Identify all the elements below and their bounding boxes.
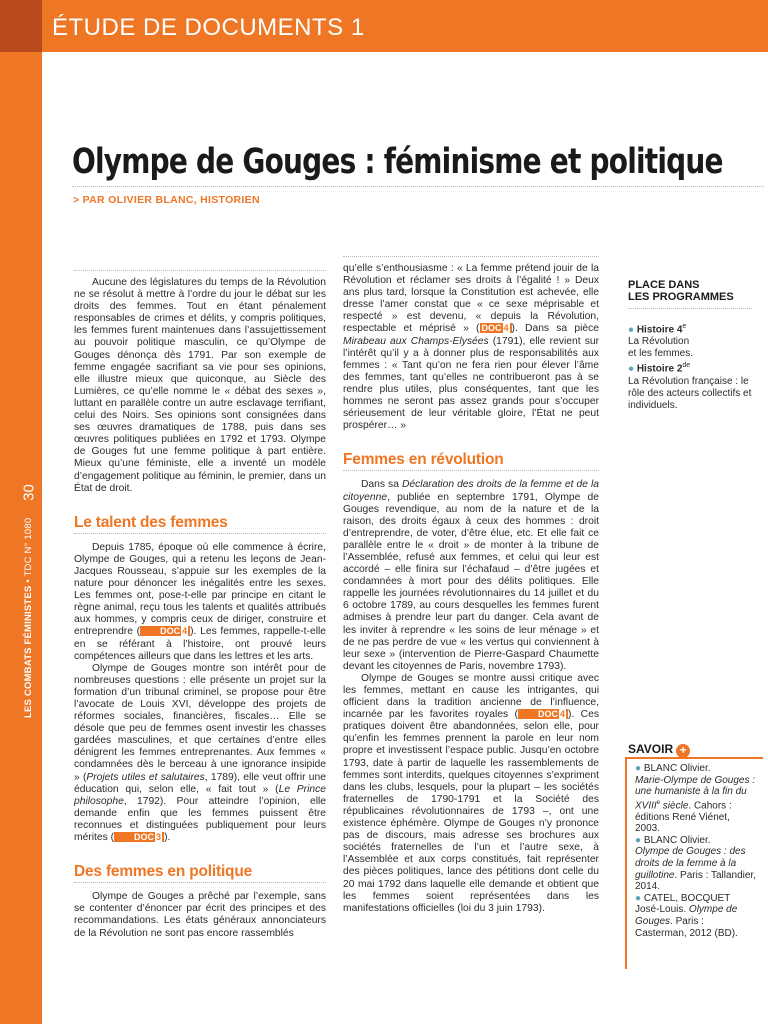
heading-talent-divider (74, 533, 326, 534)
programme-item-histoire-4: ● Histoire 4e La Révolution et les femmes. (628, 323, 694, 360)
savoir-reference-2: ● BLANC Olivier. Olympe de Gouges : des droits de la femme à la guillotine. Paris : Tallandier, 2014. (635, 834, 757, 893)
programme-heading: PLACE DANS LES PROGRAMMES (628, 279, 734, 303)
bullet-icon: ● (635, 892, 642, 904)
revolution-paragraph-2: Olympe de Gouges se montre aussi critique avec les femmes, mettant en cause les intrigantes, qui officient dans la tradition ancienne de l’influence, incarnée par les favorites royales ( DOC 4 ). Ces pratiques doivent être abandonnées, selon elle, pour qu’enfin les femmes prennent la parole en leur nom propre et investissent l’espace public. Jusqu’en octobre 1793, date à partir de laquelle les rassemblements de femmes sont interdits, quelques citoyennes s’expriment dans les clubs, lesquels, pour la plupart – les sociétés fraternelles de 1790-1791 et la Société des républicaines révolutionnaires de 1793 –, ont une existence éphémère. Olympe de Gouges n’y prononce pas de discours, mais adresse ses brochures aux sociétés fraternelles de l’un et l’autre sexe, à l’Assemblée et aux corps constitués, fait représenter des pièces politiques, lance des pétitions dont celle du 20 mai 1792 dans laquelle elle demande et obtient que les femmes soient représentées dans les manifestations officielles (loi du 3 juin 1793). (343, 672, 599, 914)
programme-item-histoire-2: ● Histoire 2de La Révolution française : le rôle des acteurs collectifs et individuels. (628, 362, 752, 411)
doc-reference-badge[interactable]: DOC 4 (480, 323, 512, 333)
page-number: 30 (20, 484, 38, 501)
doc-reference-badge[interactable]: DOC 4 (140, 626, 190, 636)
doc-reference-badge[interactable]: DOC 4 (518, 709, 568, 719)
side-label-theme: LES COMBATS FÉMINISTES (23, 585, 34, 718)
article-title: Olympe de Gouges : féminisme et politique (72, 142, 723, 182)
savoir-box (625, 757, 763, 969)
section-title: ÉTUDE DE DOCUMENTS 1 (52, 14, 365, 41)
savoir-reference-3: ● CATEL, BOCQUET José-Louis. Olympe de Gouges. Paris : Casterman, 2012 (BD). (635, 892, 738, 939)
programme-box (628, 279, 752, 412)
bullet-icon: ● (628, 363, 635, 375)
side-label-separator: • (23, 579, 34, 583)
title-divider (72, 186, 764, 187)
savoir-heading: SAVOIR + (628, 742, 690, 758)
side-running-label (23, 398, 34, 718)
talent-paragraph-1: Depuis 1785, époque où elle commence à écrire, Olympe de Gouges, qui a retenu les leçons de Jean-Jacques Rousseau, s’appuie sur les exemples de la nature pour dénoncer les inégalités entre les sexes. Les femmes ont, pose-t-elle par principe en citant le règne animal, reçu tous les talents et qualités attribués aux hommes, y compris ceux de diriger, construire et entreprendre ( DOC 4 ). Les femmes, rappelle-t-elle en se référant à l’histoire, ont prouvé leurs compétences ailleurs que dans les lettres et les arts. (74, 541, 326, 662)
side-bar (0, 0, 42, 1024)
side-bar-corner (0, 0, 42, 52)
middle-paragraph-1: qu’elle s’enthousiasme : « La femme prétend jouir de la Révolution et réclamer ses droits à l’égalité ! » Deux ans plus tard, lorsque la Constitution est achevée, elle dresse l’amer constat que « ce sexe méprisable et respecté » est devenu, « depuis la Révolution, respectable et méprisé » ( DOC 4 ). Dans sa pièce Mirabeau aux Champs-Elysées (1791), elle revient sur l’intérêt qu’il y a à donner plus de responsabilités aux femmes : « Tant qu’on ne fera rien pour élever l’âme des femmes, tant qu’elles ne contribueront pas à se rendre plus utiles, plus conséquentes, tant que les hommes ne seront pas assez grands pour s’occuper sérieusement de leur véritable gloire, l’État ne peut prospérer… » (343, 263, 600, 432)
revolution-paragraph-1: Dans sa Déclaration des droits de la femme et de la citoyenne, publiée en septembre 1791, Olympe de Gouges revendique, au nom de la nature et de la raison, des droits égaux à ceux des hommes : droit d’entreprendre, de voter, d’être élue, etc. Et elle fait ce parallèle entre le « droit » de monter à la tribune de l’Assemblée, refusé aux femmes, et celui qui leur est accordé – elle finira sur l’échafaud – d’être jugées et condamnées à mort pour des délits politiques. Elle rappelle les journées révolutionnaires du 14 juillet et du 6 octobre 1789, au cours desquelles les femmes furent admises à prendre leur part du danger. Cela avant de les inviter à reprendre « les soins de leur ménage » et de ne pas perdre de vue « les vertus qui conviennent à leur sexe » (intervention de Pierre-Gaspard Chaumette devant les citoyennes de Paris, novembre 1793). (343, 479, 599, 672)
col1-top-divider (74, 270, 326, 271)
heading-politique: Des femmes en politique (74, 863, 253, 881)
header-band (42, 0, 768, 52)
heading-politique-divider (74, 882, 326, 883)
column-middle (343, 263, 599, 915)
intro-paragraph: Aucune des législatures du temps de la Révolution ne se résolut à mettre à l’ordre du jour le débat sur les droits des femmes. Tout en étant pénalement responsables de crimes et délits, y compris politiques, les femmes furent maintenues dans l’assujettissement au pouvoir politique masculin, ce qu’Olympe de Gouges dénonça dès 1791. Par son exemple de femme engagée sacrifiant sa vie pour ses opinions, elle illustre mieux que quiconque, au Siècle des Lumières, ce qu’elle nomme le « débat des sexes », luttant en parallèle contre un autre esclavage terrifiant, celui des Noirs. Ses opinions sont consignées dans ses œuvres dramatiques de 1788, puis dans ses œuvres politiques publiées en 1792 et 1793. Olympe de Gouges fut une femme politique à part entière. Mieux qu’une féministe, elle a inventé un modèle d’engagement politique au féminin, le premier, dans un État de droit. (74, 277, 326, 494)
programme-divider (628, 308, 752, 309)
politique-paragraph-1: Olympe de Gouges a prêché par l’exemple, sans se contenter d’énoncer par écrit des principes et des recommandations. Les états généraux annonciateurs de la Révolution ne sont pas encore rassemblés (74, 891, 326, 939)
doc-reference-badge[interactable]: DOC 3 (114, 832, 164, 842)
talent-paragraph-2: Olympe de Gouges montre son intérêt pour de nombreuses questions : elle présente un projet sur la formation d’un tribunal criminel, se propose pour être l’avocate de Louis XVI, développe des projets de réformes sociales, financières, fiscales… Elle se désole que peu de femmes osent investir les chasses gardées masculines, et que certaines d’entre elles dénigrent les femmes entreprenantes. Aux femmes « condamnées dès le berceau à une ignorance insipide » (Projets utiles et salutaires, 1789), elle veut offrir une éducation qui, selon elle, « fait tout » (Le Prince philosophe, 1792). Pour atteindre l’opinion, elle demande enfin que les femmes puissent être reconnues et distinguées publiquement pour leurs mérites ( DOC 3 ). (74, 662, 326, 844)
side-label-issue: TDC N° 1080 (23, 517, 34, 577)
bullet-icon: ● (635, 834, 642, 846)
plus-icon: + (676, 744, 690, 758)
bullet-icon: ● (635, 763, 642, 774)
col2-top-divider (343, 256, 599, 257)
heading-revolution: Femmes en révolution (343, 451, 504, 469)
savoir-reference-1: ● BLANC Olivier. Marie-Olympe de Gouges : une humaniste à la fin du XVIIIe siècle. Cahors : éditions René Viénet, 2003. (635, 763, 756, 835)
heading-talent: Le talent des femmes (74, 513, 228, 531)
article-byline: > PAR OLIVIER BLANC, HISTORIEN (73, 194, 260, 206)
heading-revolution-divider (343, 470, 599, 471)
column-left (74, 277, 326, 940)
bullet-icon: ● (628, 324, 635, 336)
